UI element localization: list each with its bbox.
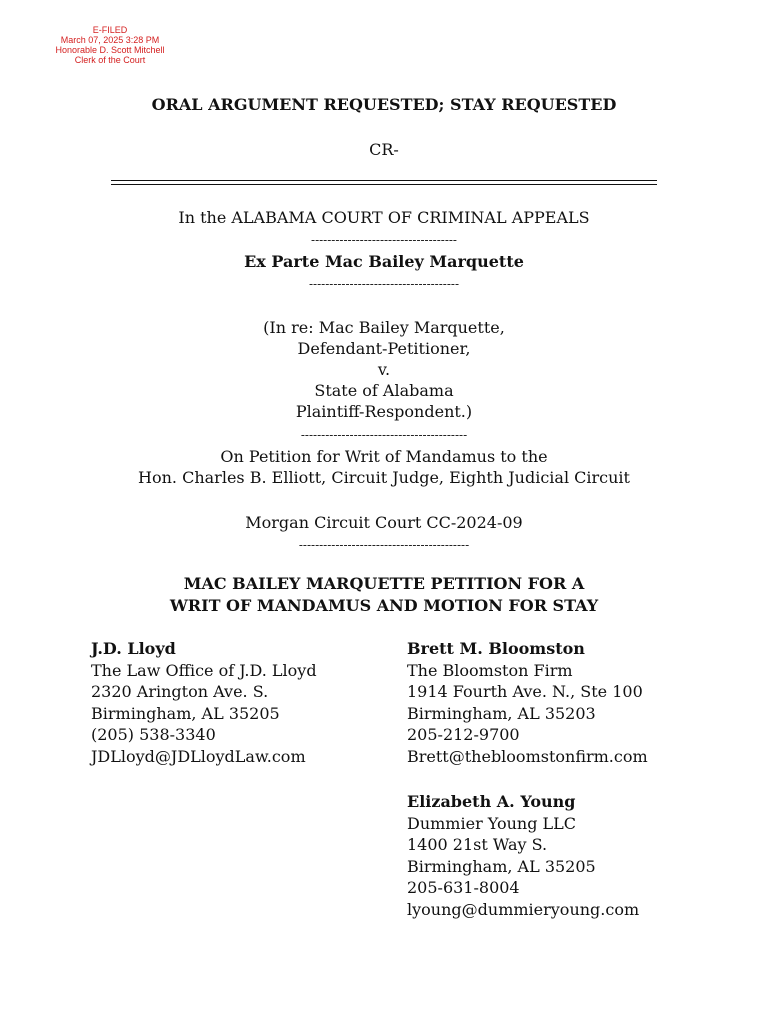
ex-parte-title: Ex Parte Mac Bailey Marquette bbox=[244, 252, 524, 271]
counsel-phone: 205-212-9700 bbox=[407, 725, 520, 745]
case-number: CR- bbox=[369, 140, 399, 159]
stamp-datetime: March 07, 2025 3:28 PM bbox=[60, 35, 160, 45]
counsel-firm: The Bloomston Firm bbox=[407, 660, 573, 680]
in-re-line-4: State of Alabama bbox=[314, 381, 454, 400]
stamp-clerk-title: Clerk of the Court bbox=[74, 55, 146, 65]
dash-separator-3: ----------------------------------------- bbox=[300, 429, 468, 441]
petition-line-1: On Petition for Writ of Mandamus to the bbox=[220, 447, 548, 466]
counsel-phone: (205) 538-3340 bbox=[91, 725, 216, 745]
counsel-address-line-2: Birmingham, AL 35205 bbox=[91, 703, 280, 723]
requests-heading: ORAL ARGUMENT REQUESTED; STAY REQUESTED bbox=[151, 95, 617, 114]
counsel-address-line-1: 2320 Arington Ave. S. bbox=[91, 682, 269, 702]
petition-line-2: Hon. Charles B. Elliott, Circuit Judge, Eighth Judicial Circuit bbox=[138, 468, 630, 487]
in-re-line-2: Defendant-Petitioner, bbox=[297, 339, 471, 358]
counsel-block-lloyd bbox=[91, 638, 317, 768]
divider-rule-bottom bbox=[111, 184, 657, 185]
counsel-email: Brett@thebloomstonfirm.com bbox=[407, 746, 648, 766]
counsel-address-line-2: Birmingham, AL 35205 bbox=[407, 856, 596, 876]
lower-court-case: Morgan Circuit Court CC-2024-09 bbox=[245, 513, 523, 532]
counsel-block-young bbox=[407, 791, 639, 921]
document-title-line-1: MAC BAILEY MARQUETTE PETITION FOR A bbox=[183, 574, 585, 593]
counsel-address-line-1: 1400 21st Way S. bbox=[407, 835, 548, 855]
counsel-phone: 205-631-8004 bbox=[407, 878, 520, 898]
stamp-clerk-name: Honorable D. Scott Mitchell bbox=[55, 45, 165, 55]
stamp-status: E-FILED bbox=[92, 25, 128, 35]
dash-separator-1: ------------------------------------ bbox=[311, 234, 457, 246]
counsel-name: Elizabeth A. Young bbox=[407, 792, 576, 811]
in-re-line-5: Plaintiff-Respondent.) bbox=[295, 402, 473, 421]
dash-separator-4: ------------------------------------------ bbox=[298, 539, 470, 551]
in-re-line-1: (In re: Mac Bailey Marquette, bbox=[263, 318, 505, 337]
counsel-email: JDLloyd@JDLloydLaw.com bbox=[91, 746, 306, 766]
counsel-firm: Dummier Young LLC bbox=[407, 813, 577, 833]
counsel-address-line-1: 1914 Fourth Ave. N., Ste 100 bbox=[407, 682, 643, 702]
counsel-email: lyoung@dummieryoung.com bbox=[407, 899, 640, 919]
counsel-name: Brett M. Bloomston bbox=[407, 639, 585, 658]
counsel-block-bloomston bbox=[407, 638, 648, 768]
court-name: In the ALABAMA COURT OF CRIMINAL APPEALS bbox=[178, 208, 590, 227]
divider-rule-top bbox=[111, 180, 657, 181]
document-title-line-2: WRIT OF MANDAMUS AND MOTION FOR STAY bbox=[169, 596, 599, 615]
counsel-address-line-2: Birmingham, AL 35203 bbox=[407, 703, 596, 723]
counsel-firm: The Law Office of J.D. Lloyd bbox=[91, 660, 317, 680]
counsel-name: J.D. Lloyd bbox=[91, 639, 176, 658]
dash-separator-2: ------------------------------------- bbox=[308, 278, 460, 290]
efiled-stamp bbox=[44, 25, 176, 65]
in-re-line-3: v. bbox=[377, 360, 391, 379]
